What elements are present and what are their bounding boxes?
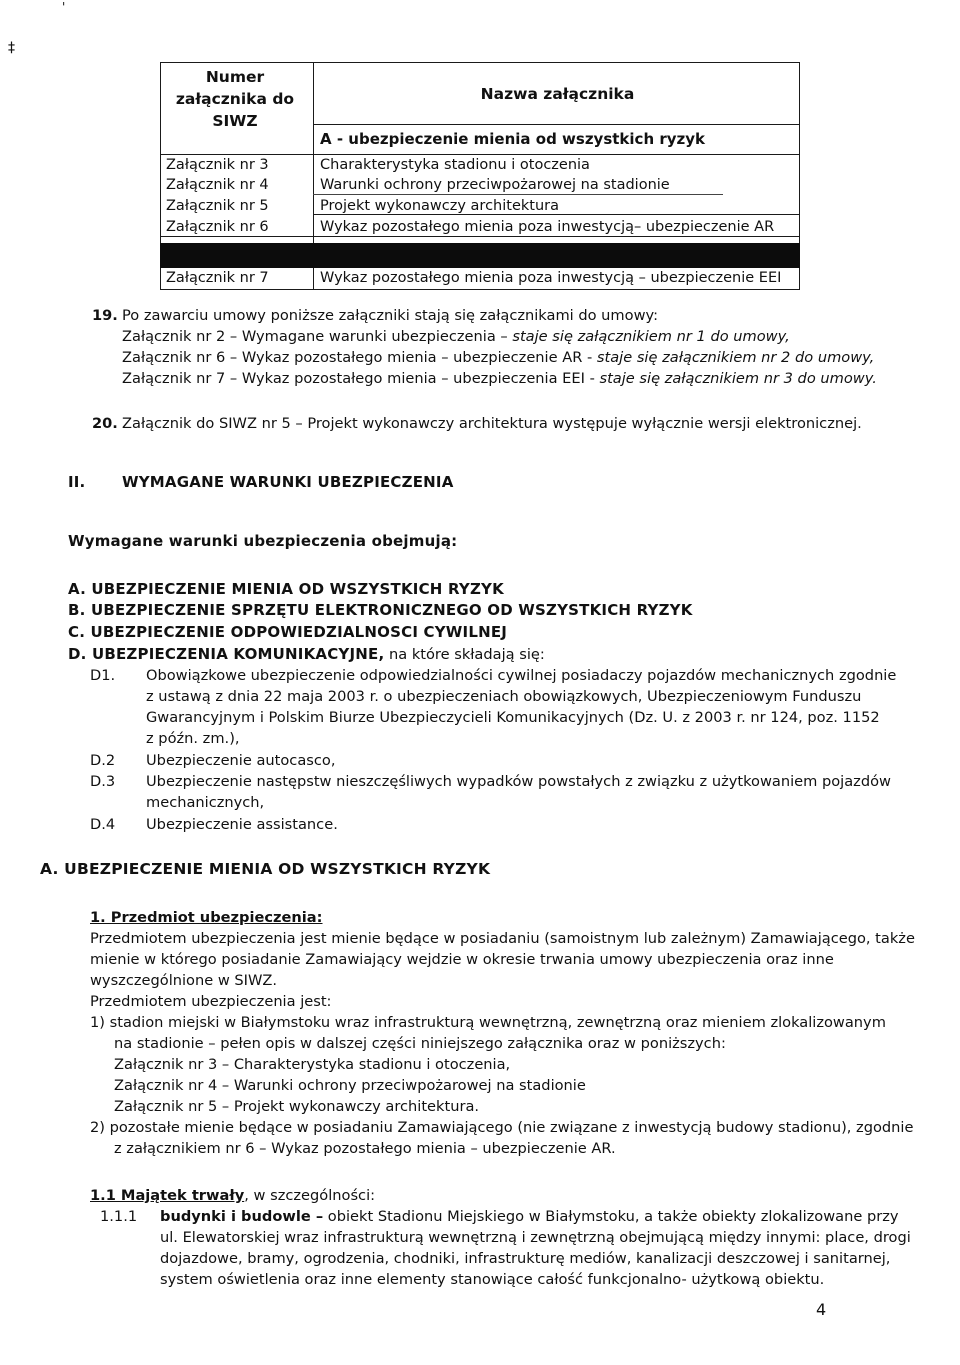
table-row-name: Projekt wykonawczy architektura (320, 198, 559, 214)
d-item-num: D.2 (90, 752, 116, 769)
para-line: z załącznikiem nr 6 – Wykaz pozostałego mienia – ubezpieczenie AR. (114, 1140, 616, 1157)
paragraph-19-item (122, 369, 877, 390)
table-row-name: Charakterystyka stadionu i otoczenia (320, 157, 590, 173)
redaction-bar (160, 243, 800, 268)
para-line: Załącznik nr 5 – Projekt wykonawczy architektura. (114, 1098, 480, 1115)
table-row-name: Wykaz pozostałego mienia poza inwestycją – ubezpieczenie EEI (320, 270, 782, 286)
d-item-line: Gwarancyjnym i Polskim Biurze Ubezpieczycieli Komunikacyjnych (Dz. U. z 2003 r. nr 124, poz. 1152 (146, 709, 880, 726)
item-italic: staje się załącznikiem nr 2 do umowy, (596, 349, 875, 366)
coverage-item-d (68, 644, 545, 666)
paragraph-20-text: Załącznik do SIWZ nr 5 – Projekt wykonawczy architektura występuje wyłącznie wersji elektronicznej. (122, 415, 862, 432)
paragraph-19-item (122, 327, 790, 348)
header-number (160, 62, 310, 132)
table-row-name: Wykaz pozostałego mienia poza inwestycją– ubezpieczenie AR (320, 219, 775, 235)
para-line: wyszczególnione w SIWZ. (90, 972, 278, 989)
paragraph-number: 19. (92, 307, 118, 324)
item-number: 1.1.1 (100, 1208, 138, 1225)
page-number: 4 (816, 1300, 827, 1319)
d-item-line: z późn. zm.), (146, 730, 240, 747)
coverage-d-rest: na które składają się: (384, 646, 545, 663)
item-text: Załącznik nr 6 – Wykaz pozostałego mienia – ubezpieczenie AR - (122, 349, 597, 366)
table-row-num: Załącznik nr 5 (166, 198, 269, 214)
para-line: 2) pozostałe mienie będące w posiadaniu Zamawiającego (nie związane z inwestycją budowy stadionu), zgodnie (90, 1119, 914, 1136)
item-text: Załącznik nr 2 – Wymagane warunki ubezpieczenia – (122, 328, 513, 345)
item-rest: obiekt Stadionu Miejskiego w Białymstoku, a także obiekty zlokalizowane przy (323, 1208, 899, 1225)
item-text: Załącznik nr 7 – Wykaz pozostałego mienia – ubezpieczenia EEI - (122, 370, 600, 387)
paragraph-number: 20. (92, 415, 118, 432)
subsection-title: 1. Przedmiot ubezpieczenia: (90, 909, 323, 926)
table-row-name: Warunki ochrony przeciwpożarowej na stadionie (320, 177, 670, 193)
item-italic: staje się załącznikiem nr 1 do umowy, (512, 328, 790, 345)
para-line: Przedmiotem ubezpieczenia jest: (90, 993, 332, 1010)
d-item-line: Obowiązkowe ubezpieczenie odpowiedzialności cywilnej posiadaczy pojazdów mechanicznych zgodnie (146, 667, 897, 684)
section-number: II. (68, 473, 86, 491)
para-line: Załącznik nr 3 – Charakterystyka stadionu i otoczenia, (114, 1056, 511, 1073)
table-section-row: A - ubezpieczenie mienia od wszystkich ryzyk (320, 130, 705, 148)
table-row-num: Załącznik nr 7 (166, 270, 269, 286)
item-line (160, 1207, 899, 1228)
para-line: Przedmiotem ubezpieczenia jest mienie będące w posiadaniu (samoistnym lub zależnym) Zamawiającego, także (90, 930, 915, 947)
table-row-num: Załącznik nr 6 (166, 219, 269, 235)
section-subtitle: Wymagane warunki ubezpieczenia obejmują: (68, 532, 458, 550)
header-name: Nazwa załącznika (480, 85, 635, 103)
para-line: 1) stadion miejski w Białymstoku wraz infrastrukturą wewnętrzną, zewnętrzną oraz mieniem zlokalizowanym (90, 1014, 886, 1031)
d-item-line: Ubezpieczenie następstw nieszczęśliwych wypadków powstałych z związku z użytkowaniem pojazdów (146, 773, 891, 790)
d-item-num: D.4 (90, 816, 116, 833)
paragraph-19-item (122, 348, 874, 369)
subsection-1-1-rest: , w szczególności: (244, 1187, 376, 1204)
para-line: Załącznik nr 4 – Warunki ochrony przeciwpożarowej na stadionie (114, 1077, 586, 1094)
d-item-line: mechanicznych, (146, 794, 265, 811)
table-row-num: Załącznik nr 4 (166, 177, 269, 193)
header-number-line: załącznika do (175, 90, 295, 108)
header-number-line: SIWZ (212, 112, 258, 130)
subsection-1-1 (90, 1186, 375, 1207)
section-a-title: A. UBEZPIECZENIE MIENIA OD WSZYSTKICH RYZYK (40, 860, 491, 878)
header-number-line: Numer (205, 68, 265, 86)
para-line: mienie w którego posiadanie Zamawiający wejdzie w okresie trwania umowy ubezpieczenia oraz inne (90, 951, 834, 968)
attachments-table (160, 62, 800, 290)
d-item-line: Ubezpieczenie autocasco, (146, 752, 336, 769)
paragraph-19-intro: Po zawarciu umowy poniższe załączniki stają się załącznikami do umowy: (122, 307, 659, 324)
section-title: WYMAGANE WARUNKI UBEZPIECZENIA (122, 473, 454, 491)
item-line: ul. Elewatorskiej wraz infrastrukturą wewnętrzną i zewnętrzną obejmującą między innymi: place, drogi (160, 1229, 911, 1246)
d-item-line: Ubezpieczenie assistance. (146, 816, 338, 833)
subsection-1-1-title: 1.1 Majątek trwały (90, 1187, 245, 1204)
table-row-num: Załącznik nr 3 (166, 157, 269, 173)
coverage-item: A. UBEZPIECZENIE MIENIA OD WSZYSTKICH RYZYK (68, 580, 504, 598)
item-bold: budynki i budowle – (160, 1208, 324, 1225)
coverage-d-bold: D. UBEZPIECZENIA KOMUNIKACYJNE, (68, 645, 385, 663)
coverage-item: C. UBEZPIECZENIE ODPOWIEDZIALNOSCI CYWILNEJ (68, 623, 508, 641)
item-line: dojazdowe, bramy, ogrodzenia, chodniki, infrastrukturę mediów, kanalizacji deszczowej i sanitarnej, (160, 1250, 891, 1267)
corner-mark: ' (62, 0, 66, 14)
para-line: na stadionie – pełen opis w dalszej części niniejszego załącznika oraz w poniższych: (114, 1035, 726, 1052)
item-italic: staje się załącznikiem nr 3 do umowy. (599, 370, 877, 387)
coverage-item: B. UBEZPIECZENIE SPRZĘTU ELEKTRONICZNEGO OD WSZYSTKICH RYZYK (68, 601, 693, 619)
d-item-line: z ustawą z dnia 22 maja 2003 r. o ubezpieczeniach obowiązkowych, Ubezpieczeniowym Funduszu (146, 688, 862, 705)
item-line: system oświetlenia oraz inne elementy stanowiące całość funkcjonalno- użytkową obiektu. (160, 1271, 825, 1288)
d-item-num: D.3 (90, 773, 116, 790)
corner-mark: ‡ (8, 40, 15, 56)
d-item-num: D1. (90, 667, 116, 684)
